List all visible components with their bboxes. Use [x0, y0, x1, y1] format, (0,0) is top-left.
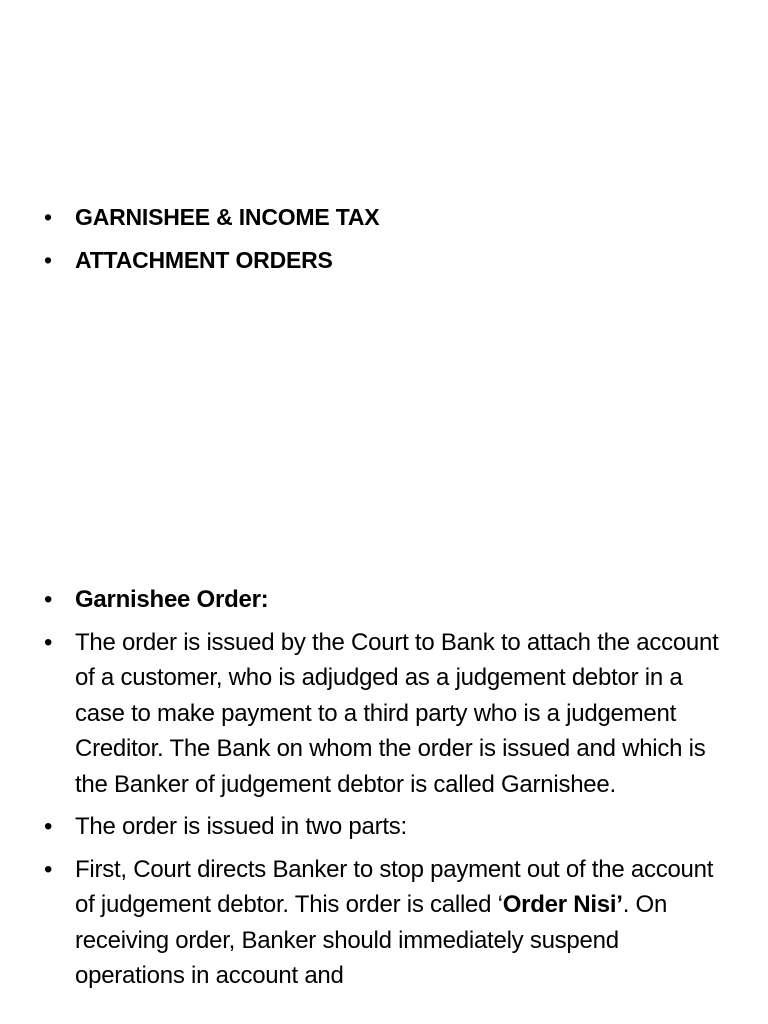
slide-garnishee-order: [0, 560, 768, 1024]
bullet-icon: •: [44, 628, 53, 656]
section-heading: Garnishee Order:: [75, 586, 269, 613]
bullet-icon: •: [44, 204, 52, 230]
bullet-item: [44, 582, 734, 618]
bullet-text: The order is issued by the Court to Bank to attach the account of a customer, who is adjudged as a judgement debtor in a case to make payment to a third party who is a judgement Creditor. The Bank on whom the order is issued and which is the Banker of judgement debtor is called Garnishee.: [75, 628, 719, 798]
bullet-text: GARNISHEE & INCOME TAX: [75, 204, 380, 230]
content-bullet-list: [44, 582, 734, 1001]
bullet-item: [44, 852, 734, 994]
bullet-item: [44, 243, 734, 277]
bullet-text-part: . On receiving order, Banker should immediately suspend operations in account and: [75, 891, 668, 989]
bullet-icon: •: [44, 813, 53, 840]
bullet-icon: •: [44, 247, 52, 273]
bullet-icon: •: [44, 586, 53, 613]
bullet-icon: •: [44, 855, 53, 883]
order-nisi-term: Order Nisi’: [502, 891, 623, 918]
bullet-item: [44, 809, 734, 845]
bullet-item: [44, 625, 734, 803]
bullet-text-part: First, Court directs Banker to stop payment out of the account of judgement debtor. This order is called ‘: [75, 855, 714, 918]
bullet-text: ATTACHMENT ORDERS: [75, 247, 333, 273]
bullet-text: [75, 856, 713, 990]
title-bullet-list: [44, 200, 734, 286]
bullet-text: The order is issued in two parts:: [75, 813, 407, 840]
bullet-item: [44, 200, 734, 234]
